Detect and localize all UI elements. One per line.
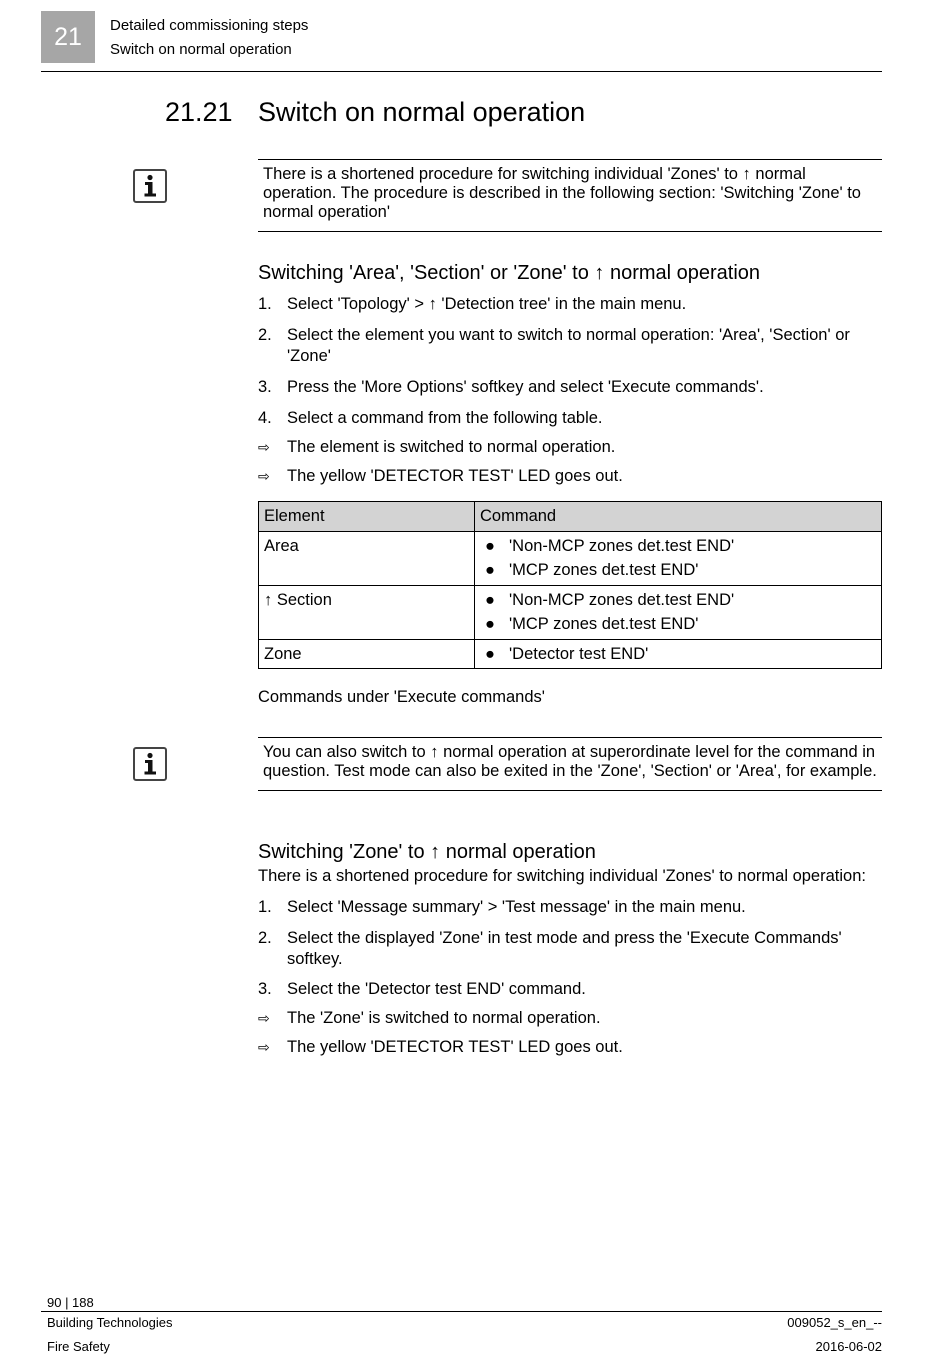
result-arrow-icon: ⇨ [258,468,270,484]
step-number: 1. [258,898,272,916]
step-text: Select the 'Detector test END' command. [287,980,586,998]
chapter-number-box [41,11,95,63]
running-section-title: Switch on normal operation [110,41,292,58]
footer-doc-id: 009052_s_en_-- [787,1315,882,1330]
bullet-icon: ● [485,591,495,609]
info-note-text: There is a shortened procedure for switching individual 'Zones' to ↑ normal operation. The procedure is described in the following section: 'Switching 'Zone' to normal operation' [263,165,861,221]
step-text: Select 'Message summary' > 'Test message' in the main menu. [287,898,746,916]
bullet-icon: ● [485,645,495,663]
info-note [258,737,882,791]
step-text: Select 'Topology' > ↑ 'Detection tree' in the main menu. [287,295,687,313]
result-text: The yellow 'DETECTOR TEST' LED goes out. [287,467,623,485]
result-arrow-icon: ⇨ [258,1039,270,1055]
step-text: Select a command from the following table. [287,409,603,427]
command-text: 'MCP zones det.test END' [509,561,699,579]
chapter-title: Detailed commissioning steps [110,17,309,34]
step-number: 1. [258,295,272,313]
table-row [259,586,882,640]
bullet-icon: ● [485,537,495,555]
step-number: 2. [258,929,272,947]
step-number: 3. [258,378,272,396]
command-text: 'Detector test END' [509,645,649,663]
footer-divider [41,1311,882,1312]
footer-company: Building Technologies [47,1315,173,1330]
result-text: The 'Zone' is switched to normal operation. [287,1009,601,1027]
result-text: The yellow 'DETECTOR TEST' LED goes out. [287,1038,623,1056]
procedure-heading: Switching 'Area', 'Section' or 'Zone' to ↑ normal operation [258,262,761,284]
command-cell [475,586,882,640]
result-arrow-icon: ⇨ [258,439,270,455]
commands-table [258,501,882,669]
step-number: 4. [258,409,272,427]
step-number: 2. [258,326,272,344]
command-cell [475,640,882,669]
info-note [258,159,882,232]
element-cell: Zone [259,640,475,669]
section-number: 21.21 [165,97,233,127]
command-text: 'Non-MCP zones det.test END' [509,537,735,555]
bullet-icon: ● [485,561,495,579]
table-header-row [259,502,882,532]
command-text: 'Non-MCP zones det.test END' [509,591,735,609]
chapter-number: 21 [54,22,82,51]
column-header: Command [475,502,882,532]
step-text: Select the element you want to switch to normal operation: 'Area', 'Section' or 'Zone' [287,326,850,365]
column-header: Element [259,502,475,532]
page-number: 90 | 188 [47,1295,94,1310]
footer-date: 2016-06-02 [815,1339,882,1354]
procedure-intro: There is a shortened procedure for switching individual 'Zones' to normal operation: [258,867,866,885]
info-note-text: You can also switch to ↑ normal operation at superordinate level for the command in question. Test mode can also be exited in the 'Zone', 'Section' or 'Area', for example. [263,743,877,780]
table-row [259,640,882,669]
step-text: Select the displayed 'Zone' in test mode and press the 'Execute Commands' softkey. [287,929,842,968]
procedure-heading: Switching 'Zone' to ↑ normal operation [258,841,596,863]
step-text: Press the 'More Options' softkey and select 'Execute commands'. [287,378,764,396]
step-number: 3. [258,980,272,998]
command-cell [475,532,882,586]
result-text: The element is switched to normal operation. [287,438,616,456]
table-caption: Commands under 'Execute commands' [258,688,545,706]
table-row [259,532,882,586]
result-arrow-icon: ⇨ [258,1010,270,1026]
header-divider [41,71,882,72]
element-cell: ↑ Section [259,586,475,640]
section-title: Switch on normal operation [258,97,586,127]
command-text: 'MCP zones det.test END' [509,615,699,633]
info-icon [133,747,167,781]
footer-division: Fire Safety [47,1339,110,1354]
element-cell: Area [259,532,475,586]
bullet-icon: ● [485,615,495,633]
info-icon [133,169,167,203]
